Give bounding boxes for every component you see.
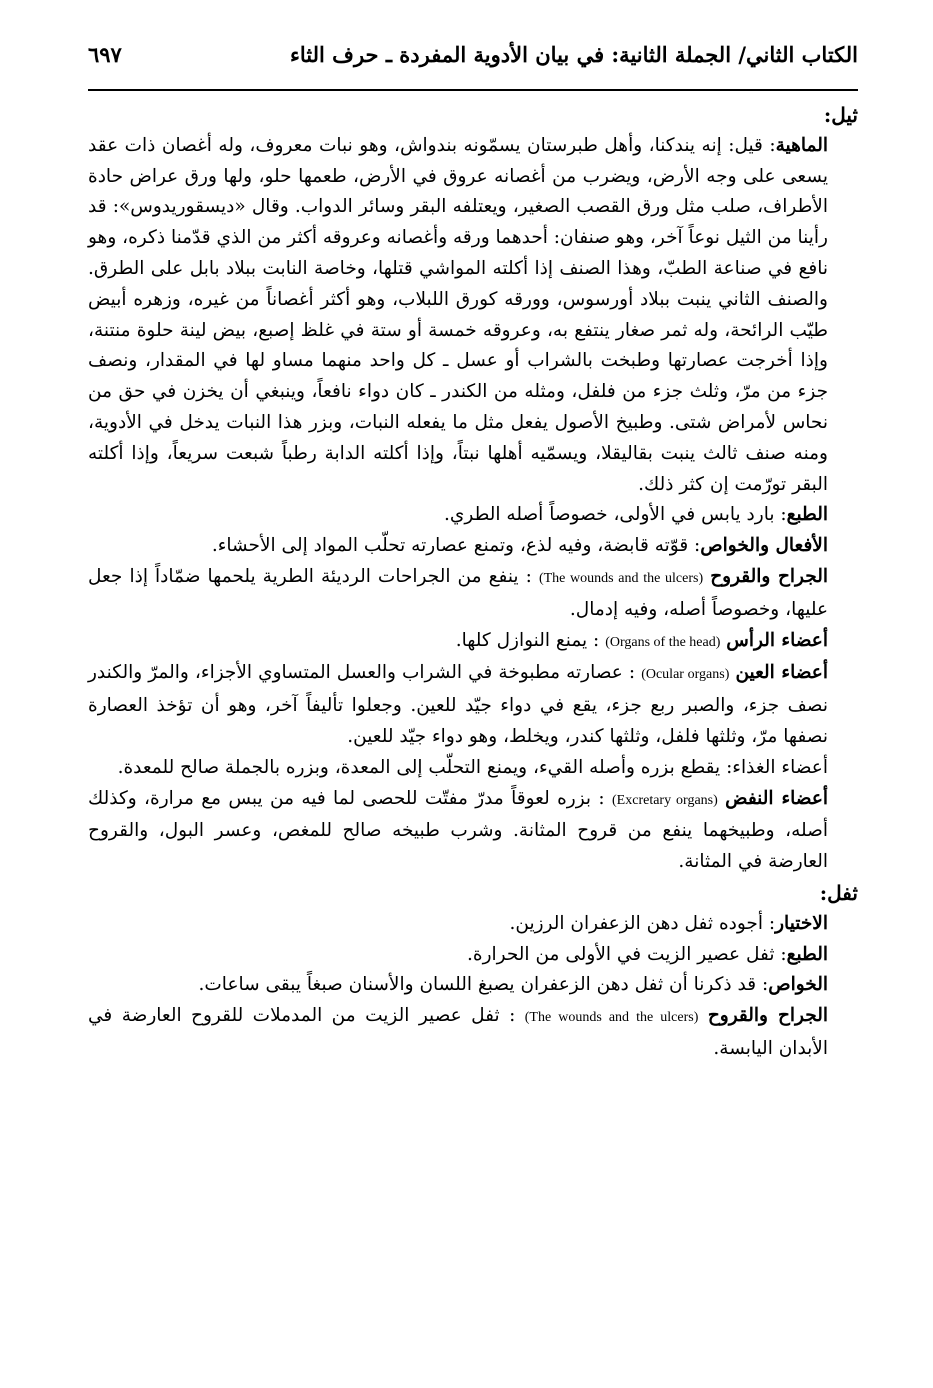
paragraph-text: : بارد يابس في الأولى، خصوصاً أصله الطري.: [444, 504, 787, 526]
paragraph-mahiya: [88, 131, 858, 501]
entry-heading-thufl: ثفل:: [819, 880, 858, 905]
paragraph-text: : ثفل عصير الزيت في الأولى من الحرارة.: [467, 943, 787, 965]
english-gloss: (Excretary organs): [612, 792, 718, 808]
paragraph-nutrition-organs: [88, 753, 858, 784]
paragraph-excretory-organs: [88, 784, 858, 878]
paragraph-wounds: [88, 562, 858, 626]
header-rule: [88, 89, 858, 91]
paragraph-text: : قد ذكرنا أن ثفل دهن الزعفران يصبغ اللسان والأسنان صبغاً يبقى ساعات.: [198, 974, 769, 996]
paragraph-text: أعضاء الغذاء: يقطع بزره وأصله القيء، ويمنع التحلّب إلى المعدة، وبزره بالجملة صالح للمعدة.: [117, 756, 828, 778]
entry-heading-thayl: ثيل:: [823, 103, 858, 127]
paragraph-tab-2: [88, 940, 858, 971]
paragraph-label: الجراح والقروح: [710, 565, 828, 587]
paragraph-label: أعضاء الرأس: [726, 629, 828, 651]
page-body: [88, 100, 858, 1065]
paragraph-afaal: [88, 531, 858, 562]
paragraph-text: : ثفل عصير الزيت من المدملات للقروح العارضة في الأبدان اليابسة.: [88, 1005, 828, 1059]
paragraph-text: : بزره لعوقاً مدرّ مفتّت للحصى لما فيه من يبس مع مرارة، وكذلك أصله، وطبيخهما ينفع من قروح المثانة. وشرب طبيخه صالح للمغص، وعسر البول، والقروح العارضة في المثانة.: [88, 787, 828, 873]
paragraph-wounds-2: [88, 1001, 858, 1065]
paragraph-label: الطبع: [786, 943, 828, 965]
paragraph-text: : قوّته قابضة، وفيه لذع، وتمنع عصارته تحلّب المواد إلى الأحشاء.: [211, 535, 701, 557]
header-title: الكتاب الثاني/ الجملة الثانية: في بيان الأدوية المفردة ـ حرف الثاء: [290, 42, 858, 67]
paragraph-text: : يمنع النوازل كلها.: [455, 629, 600, 651]
english-gloss: (The wounds and the ulcers): [524, 1010, 699, 1026]
english-gloss: (Ocular organs): [641, 667, 730, 683]
paragraph-label: الطبع: [786, 504, 828, 526]
paragraph-label: أعضاء النفض: [725, 787, 829, 809]
paragraph-tab: [88, 500, 858, 531]
paragraph-head-organs: [88, 626, 858, 659]
paragraph-label: الأفعال والخواص: [700, 535, 828, 557]
paragraph-ikhtiyar: [88, 909, 858, 940]
paragraph-khawas: [88, 970, 858, 1001]
paragraph-label: الجراح والقروح: [707, 1005, 828, 1027]
paragraph-label: الاختيار: [775, 912, 828, 934]
paragraph-text: : قيل: إنه يندكنا، وأهل طبرستان يسمّونه بندواش، وهو نبات معروف، وله أغصان ذات عقد يسعى على وجه الأرض، ويضرب من أغصانه عروق في الأرض، طعمها حلو، ولها ورق عراض حادة الأطراف، صلب مثل ورق القصب الصغير، ويعتلفه البقر وسائر الدواب. وقال «ديسقوريدوس»: قد رأينا من الثيل نوعاً آخر، وهو صنفان: أحدهما ورقه وأغصانه وعروقه أكثر من الذي قدّمنا ذكره، وهو نافع في صناعة الطبّ، وهذا الصنف إذا أكلته المواشي قتلها، وخاصة النابت ببلاد بابل على الطرق. والصنف الثاني ينبت ببلاد أورسوس، وورقه كورق اللبلاب، وهو أكثر أغصاناً من غيره، وزهره أبيض طيّب الرائحة، وله ثمر صغار ينتفع به، وعروقه خمسة أو ستة في غلظ إصبع، بيض لينة حلوة منتنة، وإذا أخرجت عصارتها وطبخت بالشراب أو عسل ـ كل واحد منهما مساو لها في المقدار، ونصف جزء من مرّ، وثلث جزء من فلفل، ومثله من الكندر ـ كان دواء نافعاً، وينبغي أن يخزن في حق من نحاس لأمراض شتى. وطبيخ الأصول يفعل مثل ما يفعله النبات، وبزر هذا النبات يدخل في الأدوية، ومنه صنف ثالث ينبت بقاليقلا، ويسمّيه أهلها نبتاً، وإذا أكلته الدابة رطباً شبعت سريعاً، وإذا أكلته البقر تورّمت إن كثر ذلك.: [88, 134, 828, 495]
paragraph-eye-organs: [88, 658, 858, 752]
page-number: ٦٩٧: [88, 42, 122, 67]
english-gloss: (The wounds and the ulcers): [538, 570, 704, 586]
paragraph-text: : عصارته مطبوخة في الشراب والعسل المتساوي الأجزاء، والمرّ والكندر نصف جزء، والصبر ربع جزء، يقع في دواء جيّد للعين. وجعلوا تأليفاً آخر، وهو أن تؤخذ العصارة نصفها مرّ، وثلثها فلفل، وثلثها كندر، ويخلط، وهو دواء جيّد للعين.: [88, 662, 828, 747]
paragraph-text: : ينفع من الجراحات الرديئة الطرية يلحمها ضمّاداً إذا جعل عليها، وخصوصاً أصله، وفيه إدمال.: [88, 565, 828, 620]
paragraph-text: : أجوده ثفل دهن الزعفران الرزين.: [509, 912, 776, 934]
running-header: [88, 38, 858, 84]
paragraph-label: الخواص: [768, 974, 828, 996]
english-gloss: (Organs of the head): [605, 634, 721, 650]
paragraph-label: أعضاء العين: [735, 662, 828, 684]
paragraph-label: الماهية: [775, 134, 828, 156]
